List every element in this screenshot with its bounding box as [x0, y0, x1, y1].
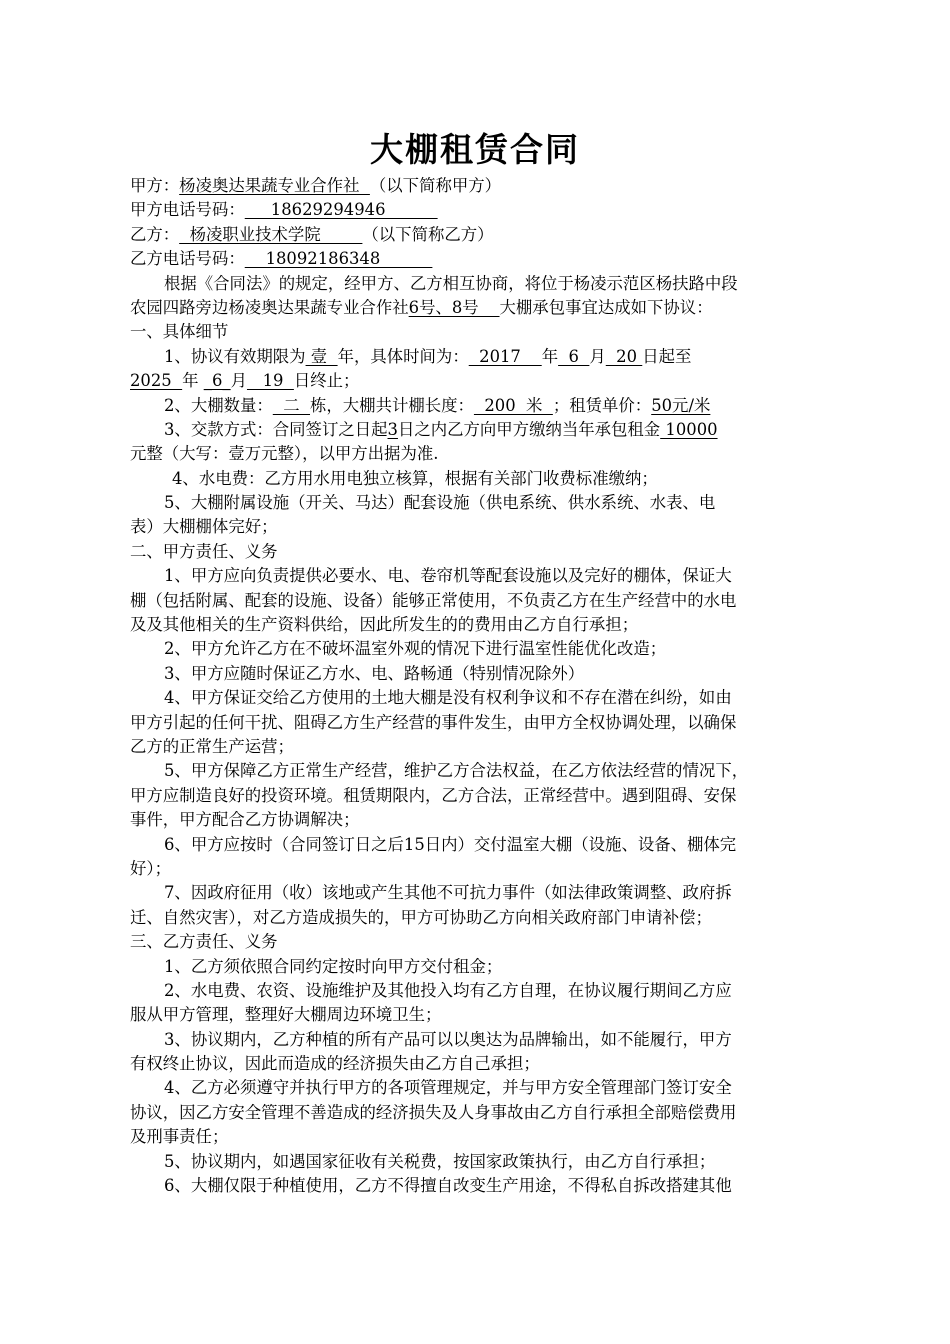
- text-line: [130, 930, 840, 954]
- line-text: 迁、自然灾害），对乙方造成损失的，甲方可协助乙方向相关政府部门申请补偿；: [130, 907, 712, 927]
- filled-blank: 6号、8号: [408, 297, 500, 317]
- line-text: 7、因政府征用（收）该地或产生其他不可抗力事件（如法律政策调整、政府拆: [164, 883, 732, 903]
- line-text: 5、大棚附属设施（开关、马达）配套设施（供电系统、供水系统、水表、电: [164, 493, 716, 513]
- text-line: [130, 735, 840, 759]
- line-text: 3、协议期内，乙方种植的所有产品可以以奥达为品牌输出，如不能履行，甲方: [164, 1029, 732, 1049]
- text-line: [130, 198, 840, 222]
- line-text: 服从甲方管理，整理好大棚周边环境卫生；: [130, 1005, 442, 1025]
- filled-blank: 20: [605, 346, 643, 366]
- line-text: 2、甲方允许乙方在不破坏温室外观的情况下进行温室性能优化改造；: [164, 639, 667, 659]
- line-text: 1、甲方应向负责提供必要水、电、卷帘机等配套设施以及完好的棚体，保证大: [164, 566, 732, 586]
- text-line: [130, 515, 840, 539]
- line-text: 元整（大写：壹万元整），以甲方出据为准.: [130, 444, 439, 464]
- text-line: [130, 418, 840, 442]
- line-text: 及及其他相关的生产资料供给，因此所发生的的费用由乙方自行承担；: [130, 615, 639, 635]
- line-text: 大棚承包事宜达成如下协议：: [499, 297, 713, 317]
- line-text: 好）；: [130, 858, 171, 878]
- line-text: 2、大棚数量：: [164, 395, 273, 415]
- line-text: 日起至: [642, 346, 692, 366]
- line-text: 表）大棚棚体完好；: [130, 517, 278, 537]
- line-text: 日之内乙方向甲方缴纳当年承包租金: [397, 419, 661, 439]
- line-text: 有权终止协议，因此而造成的经济损失由乙方自己承担；: [130, 1054, 540, 1074]
- filled-blank: 杨凌奥达果蔬专业合作社: [179, 176, 370, 195]
- text-line: [130, 320, 840, 344]
- text-line: [130, 662, 840, 686]
- text-line: [130, 857, 840, 881]
- line-text: 农园四路旁边杨凌奥达果蔬专业合作社: [130, 297, 409, 317]
- line-text: 5、协议期内，如遇国家征收有关税费，按国家政策执行，由乙方自行承担；: [164, 1151, 716, 1171]
- text-line: [130, 540, 840, 564]
- text-line: [130, 296, 840, 320]
- line-text: 甲方引起的任何干扰、阻碍乙方生产经营的事件发生，由甲方全权协调处理，以确保: [130, 712, 737, 732]
- text-line: [130, 1003, 840, 1027]
- line-text: 4、乙方必须遵守并执行甲方的各项管理规定，并与甲方安全管理部门签订安全: [164, 1078, 732, 1098]
- text-line: [130, 1076, 840, 1100]
- filled-blank: 6: [558, 346, 590, 366]
- text-line: [130, 247, 840, 271]
- line-text: 根据《合同法》的规定，经甲方、乙方相互协商，将位于杨凌示范区杨扶路中段: [164, 273, 738, 293]
- line-text: 一、具体细节: [130, 322, 229, 342]
- text-line: [130, 613, 840, 637]
- line-text: 2、水电费、农资、设施维护及其他投入均有乙方自理，在协议履行期间乙方应: [164, 980, 732, 1000]
- line-text: 及刑事责任；: [130, 1127, 229, 1147]
- text-line: [130, 467, 840, 491]
- text-line: [130, 491, 840, 515]
- line-text: 1、乙方须依照合同约定按时向甲方交付租金；: [164, 956, 503, 976]
- text-line: [130, 711, 840, 735]
- text-line: [130, 589, 840, 613]
- line-text: 6、大棚仅限于种植使用，乙方不得擅自改变生产用途，不得私自拆改搭建其他: [164, 1176, 732, 1196]
- line-text: 日终止；: [293, 371, 360, 391]
- text-line: [130, 1125, 840, 1149]
- line-text: 年: [182, 371, 204, 391]
- text-line: [130, 272, 840, 296]
- line-text: 三、乙方责任、义务: [130, 932, 278, 952]
- text-line: [130, 394, 840, 418]
- line-text: 乙方电话号码：: [130, 249, 245, 269]
- line-text: 棚（包括附属、配套的设施、设备）能够正常使用，不负责乙方在生产经营中的水电: [130, 590, 737, 610]
- line-text: （以下简称乙方）: [362, 224, 494, 244]
- line-text: 栋，大棚共计棚长度：: [310, 395, 474, 415]
- text-line: [130, 808, 840, 832]
- filled-blank: 10000: [660, 419, 718, 439]
- contract-body: [130, 174, 840, 1198]
- filled-blank: 200 米: [473, 395, 553, 415]
- filled-blank: 壹: [305, 346, 338, 366]
- text-line: [130, 881, 840, 905]
- line-text: 3、交款方式：合同签订之日起: [164, 419, 388, 439]
- filled-blank: 2025: [130, 371, 183, 391]
- line-text: 3、甲方应随时保证乙方水、电、路畅通（特别情况除外）: [164, 663, 585, 683]
- line-text: 月: [589, 346, 606, 366]
- line-text: 年: [541, 346, 559, 366]
- text-line: [130, 345, 840, 369]
- line-text: 甲方：: [130, 176, 180, 195]
- text-line: [130, 833, 840, 857]
- line-text: 年，具体时间为：: [337, 346, 469, 366]
- line-text: 1、协议有效期限为: [164, 346, 306, 366]
- line-text: （以下简称甲方）: [369, 176, 502, 195]
- text-line: [130, 637, 840, 661]
- filled-blank: 二: [272, 395, 311, 415]
- text-line: [130, 1101, 840, 1125]
- line-text: 甲方应制造良好的投资环境。租赁期限内，乙方合法，正常经营中。遇到阻碍、安保: [130, 785, 737, 805]
- line-text: 4、甲方保证交给乙方使用的土地大棚是没有权利争议和不存在潜在纠纷，如由: [164, 688, 732, 708]
- filled-blank: 18092186348: [244, 249, 433, 269]
- line-text: ；租赁单价：: [552, 395, 652, 415]
- text-line: [130, 1174, 840, 1198]
- filled-blank: 杨凌职业技术学院: [179, 224, 363, 244]
- text-line: [130, 174, 840, 198]
- filled-blank: _6_: [203, 371, 231, 391]
- line-text: 乙方的正常生产运营；: [130, 736, 294, 756]
- filled-blank: 2017: [468, 346, 542, 366]
- text-line: [130, 1028, 840, 1052]
- text-line: [130, 979, 840, 1003]
- text-line: [130, 564, 840, 588]
- text-line: [130, 369, 840, 393]
- text-line: [130, 1150, 840, 1174]
- line-text: 4、水电费：乙方用水用电独立核算，根据有关部门收费标准缴纳；: [172, 468, 658, 488]
- text-line: [130, 759, 840, 783]
- text-line: [130, 686, 840, 710]
- text-line: [130, 223, 840, 247]
- text-line: [130, 784, 840, 808]
- text-line: [130, 955, 840, 979]
- line-text: 月: [230, 371, 247, 391]
- line-text: 二、甲方责任、义务: [130, 541, 278, 561]
- text-line: [130, 1052, 840, 1076]
- text-line: [130, 442, 840, 466]
- line-text: 事件，甲方配合乙方协调解决；: [130, 810, 360, 830]
- line-text: 甲方电话号码：: [130, 200, 245, 220]
- line-text: 协议，因乙方安全管理不善造成的经济损失及人身事故由乙方自行承担全部赔偿费用: [130, 1102, 737, 1122]
- contract-title: 大棚租赁合同: [370, 130, 580, 169]
- text-line: [130, 906, 840, 930]
- line-text: 5、甲方保障乙方正常生产经营，维护乙方合法权益，在乙方依法经营的情况下，: [164, 761, 749, 781]
- line-text: 6、甲方应按时（合同签订日之后15日内）交付温室大棚（设施、设备、棚体完: [164, 834, 737, 854]
- filled-blank: 3: [387, 419, 398, 439]
- filled-blank: 19: [246, 371, 294, 391]
- filled-blank: 18629294946: [244, 200, 438, 220]
- filled-blank: 50元/米: [651, 395, 711, 415]
- line-text: 乙方：: [130, 224, 180, 244]
